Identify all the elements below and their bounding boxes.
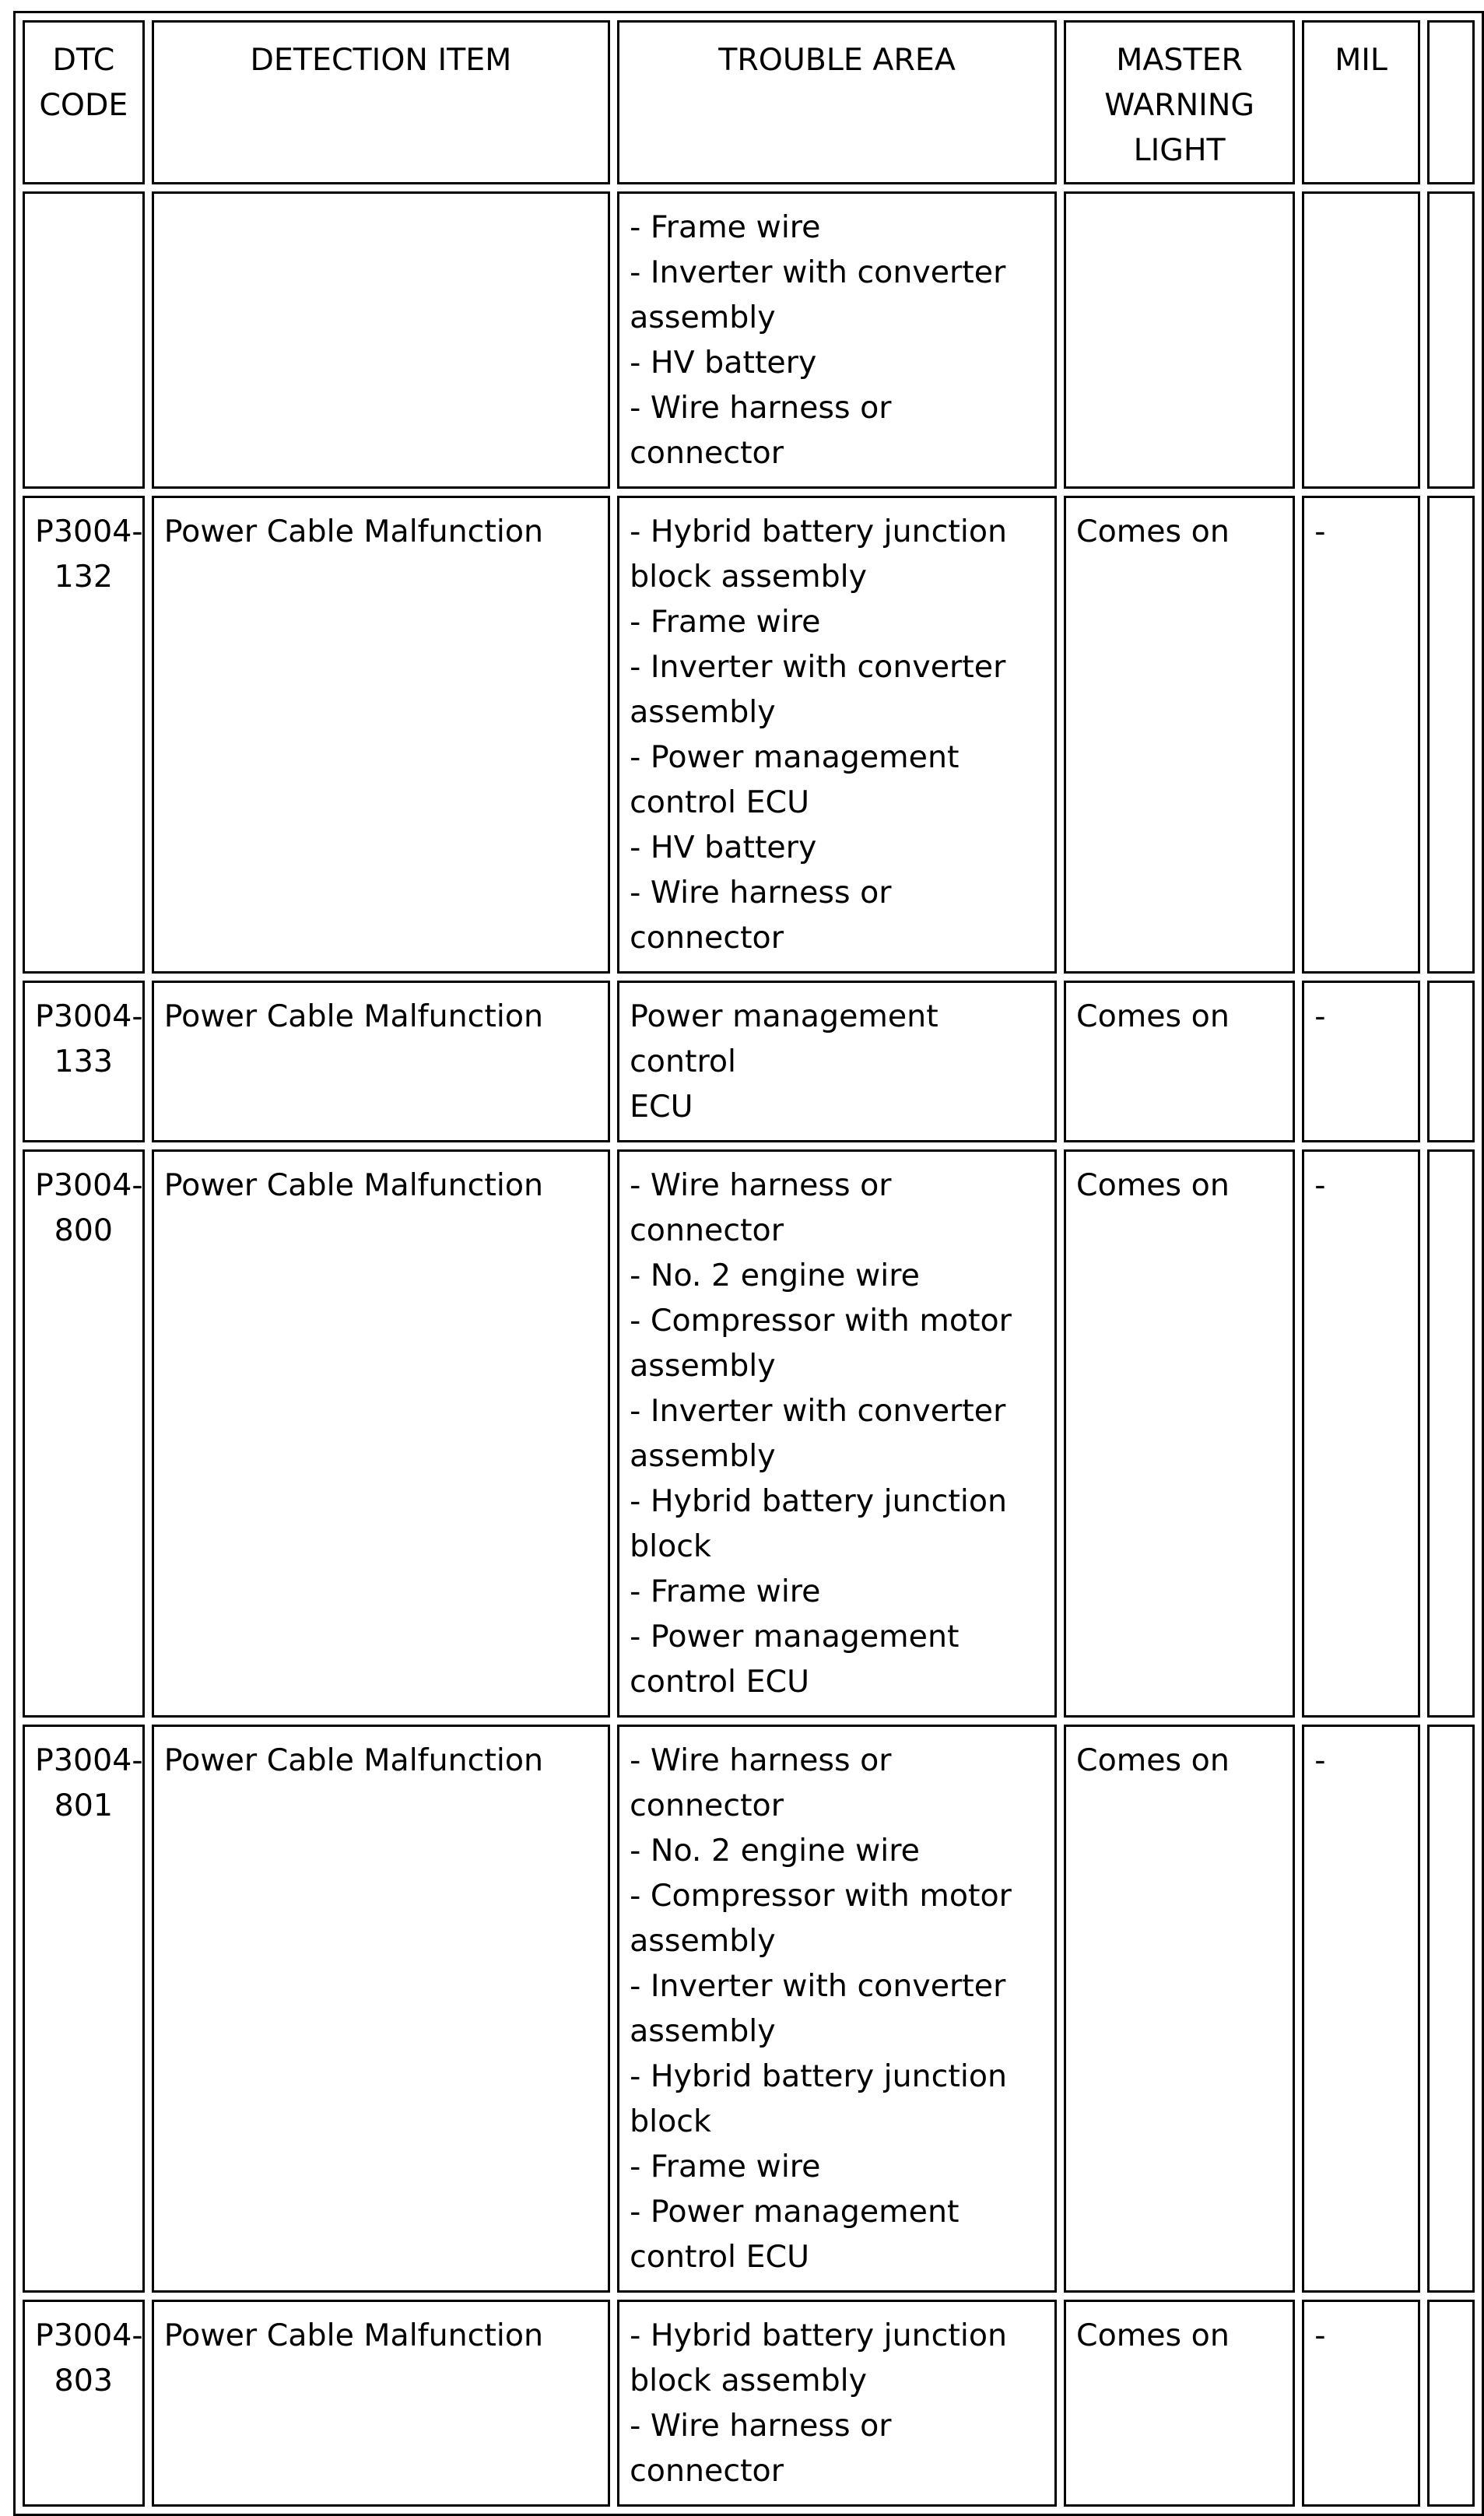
trouble-area-line: - Frame wire	[630, 604, 821, 640]
dtc-code-text: 803	[54, 2363, 114, 2398]
trouble-area-line: - Frame wire	[630, 2149, 821, 2184]
trouble-area-line: ECU	[630, 1089, 693, 1125]
detection-item-cell	[152, 2300, 610, 2507]
master-warning-light-text: Comes on	[1076, 2318, 1230, 2353]
detection-item-text: Power Cable Malfunction	[163, 1742, 544, 1778]
trouble-area-line: - No. 2 engine wire	[630, 1258, 920, 1293]
mil-cell	[1302, 1725, 1420, 2293]
header-text: WARNING	[1104, 87, 1254, 123]
dtc-code-text: P3004-	[35, 2318, 143, 2353]
master-warning-light-text: Comes on	[1076, 514, 1230, 549]
detection-item-cell	[152, 1725, 610, 2293]
trouble-area-line: - HV battery	[630, 345, 817, 381]
dtc-code-cell	[23, 981, 145, 1142]
trouble-area-line: - No. 2 engine wire	[630, 1833, 920, 1869]
header-extra-column	[1427, 20, 1475, 184]
trouble-area-line: control ECU	[630, 2239, 810, 2275]
master-warning-light-cell	[1064, 1725, 1295, 2293]
trouble-area-line: assembly	[630, 694, 776, 730]
trouble-area-line: control ECU	[630, 1664, 810, 1700]
table-row	[23, 981, 1475, 1142]
trouble-area-line: assembly	[630, 2013, 776, 2049]
trouble-area-line: - Wire harness or connector	[630, 1167, 892, 1248]
extra-column-cell	[1427, 496, 1475, 974]
header-text: LIGHT	[1133, 132, 1226, 168]
trouble-area-line: assembly	[630, 1438, 776, 1474]
master-warning-light-cell	[1064, 191, 1295, 489]
table-header	[23, 20, 1475, 184]
detection-item-cell	[152, 496, 610, 974]
dtc-code-text: P3004-	[35, 1167, 143, 1203]
header-text: MASTER	[1116, 42, 1243, 78]
header-dtc-code	[23, 20, 145, 184]
trouble-area-line: block	[630, 2104, 711, 2139]
header-text: DTC	[52, 42, 115, 78]
trouble-area-cell	[617, 1149, 1057, 1718]
master-warning-light-text: Comes on	[1076, 998, 1230, 1034]
table-row	[23, 1725, 1475, 2293]
trouble-area-line: - Wire harness or connector	[630, 875, 892, 956]
trouble-area-cell	[617, 1725, 1057, 2293]
header-text: MIL	[1335, 42, 1388, 78]
header-mil	[1302, 20, 1420, 184]
trouble-area-line: - Inverter with converter	[630, 254, 1006, 290]
dtc-code-text: P3004-	[35, 514, 143, 549]
trouble-area-cell	[617, 191, 1057, 489]
table-row	[23, 191, 1475, 489]
detection-item-text: Power Cable Malfunction	[163, 998, 544, 1034]
trouble-area-line: - Hybrid battery junction	[630, 514, 1008, 549]
table-row	[23, 1149, 1475, 1718]
trouble-area-line: assembly	[630, 1348, 776, 1384]
master-warning-light-cell	[1064, 1149, 1295, 1718]
detection-item-cell	[152, 981, 610, 1142]
trouble-area-line: - HV battery	[630, 830, 817, 865]
dtc-code-cell	[23, 191, 145, 489]
dtc-code-cell	[23, 496, 145, 974]
trouble-area-line: - Hybrid battery junction	[630, 2058, 1008, 2094]
trouble-area-line: - Power management	[630, 2194, 960, 2230]
trouble-area-line: - Power management	[630, 739, 960, 775]
extra-column-cell	[1427, 2300, 1475, 2507]
trouble-area-line: - Wire harness or connector	[630, 2408, 892, 2489]
master-warning-light-cell	[1064, 496, 1295, 974]
table-row	[23, 496, 1475, 974]
detection-item-text: Power Cable Malfunction	[163, 514, 544, 549]
trouble-area-line: assembly	[630, 1923, 776, 1959]
detection-item-text: Power Cable Malfunction	[163, 1167, 544, 1203]
dtc-code-cell	[23, 1725, 145, 2293]
extra-column-cell	[1427, 1149, 1475, 1718]
trouble-area-line: - Inverter with converter	[630, 1968, 1006, 2004]
detection-item-cell	[152, 1149, 610, 1718]
header-text: CODE	[39, 87, 128, 123]
dtc-code-text: 133	[54, 1044, 114, 1079]
trouble-area-line: assembly	[630, 300, 776, 335]
mil-text: -	[1314, 514, 1326, 549]
detection-item-cell	[152, 191, 610, 489]
header-text: TROUBLE AREA	[718, 42, 956, 78]
trouble-area-line: - Power management	[630, 1619, 960, 1655]
trouble-area-line: block assembly	[630, 559, 868, 595]
master-warning-light-text: Comes on	[1076, 1167, 1230, 1203]
trouble-area-line: - Compressor with motor	[630, 1303, 1012, 1339]
trouble-area-line: - Compressor with motor	[630, 1878, 1012, 1914]
trouble-area-line: - Frame wire	[630, 209, 821, 245]
header-detection-item	[152, 20, 610, 184]
dtc-code-cell	[23, 2300, 145, 2507]
master-warning-light-cell	[1064, 981, 1295, 1142]
extra-column-cell	[1427, 191, 1475, 489]
extra-column-cell	[1427, 981, 1475, 1142]
master-warning-light-cell	[1064, 2300, 1295, 2507]
trouble-area-line: - Inverter with converter	[630, 1393, 1006, 1429]
trouble-area-line: - Hybrid battery junction	[630, 2318, 1008, 2353]
mil-text: -	[1314, 998, 1326, 1034]
trouble-area-line: - Wire harness or connector	[630, 390, 892, 471]
trouble-area-cell	[617, 2300, 1057, 2507]
mil-cell	[1302, 496, 1420, 974]
trouble-area-line: block	[630, 1528, 711, 1564]
dtc-code-cell	[23, 1149, 145, 1718]
mil-text: -	[1314, 1167, 1326, 1203]
trouble-area-line: - Wire harness or connector	[630, 1742, 892, 1823]
trouble-area-cell	[617, 496, 1057, 974]
mil-cell	[1302, 191, 1420, 489]
header-text: DETECTION ITEM	[250, 42, 512, 78]
mil-text: -	[1314, 1742, 1326, 1778]
header-trouble-area	[617, 20, 1057, 184]
dtc-code-text: 800	[54, 1212, 114, 1248]
mil-text: -	[1314, 2318, 1326, 2353]
detection-item-text: Power Cable Malfunction	[163, 2318, 544, 2353]
mil-cell	[1302, 1149, 1420, 1718]
trouble-area-cell	[617, 981, 1057, 1142]
trouble-area-line: - Frame wire	[630, 1574, 821, 1609]
mil-cell	[1302, 981, 1420, 1142]
trouble-area-line: - Hybrid battery junction	[630, 1483, 1008, 1519]
trouble-area-line: control ECU	[630, 784, 810, 820]
table-body	[23, 191, 1475, 2507]
extra-column-cell	[1427, 1725, 1475, 2293]
header-row	[23, 20, 1475, 184]
dtc-code-text: P3004-	[35, 1742, 143, 1778]
trouble-area-line: block assembly	[630, 2363, 868, 2398]
mil-cell	[1302, 2300, 1420, 2507]
master-warning-light-text: Comes on	[1076, 1742, 1230, 1778]
dtc-code-text: 132	[54, 559, 114, 595]
dtc-table	[13, 11, 1484, 2516]
trouble-area-line: Power management control	[630, 998, 938, 1079]
header-master-warning-light	[1064, 20, 1295, 184]
dtc-code-text: 801	[54, 1788, 114, 1823]
trouble-area-line: - Inverter with converter	[630, 649, 1006, 685]
dtc-code-text: P3004-	[35, 998, 143, 1034]
table-row	[23, 2300, 1475, 2507]
